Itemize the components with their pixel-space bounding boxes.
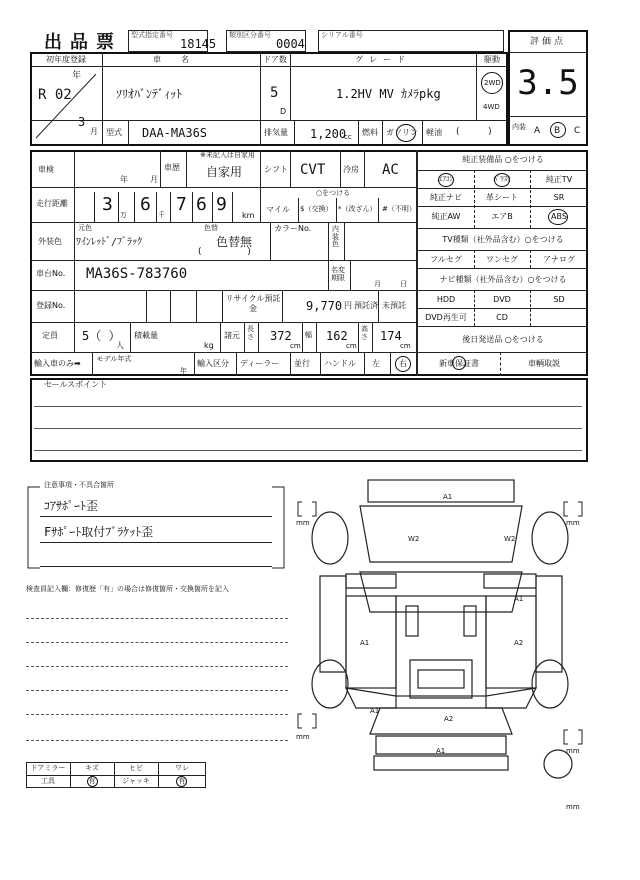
mileage-digit-3: 7	[176, 194, 187, 215]
interior-c: C	[574, 126, 581, 136]
tv-oneseg: ワンセグ	[486, 255, 518, 264]
drive-4wd: 4WD	[483, 103, 500, 111]
interior-label: 内装	[512, 123, 526, 131]
category-value: 0004	[276, 37, 305, 51]
import-label: 輸入車のみ➡	[34, 359, 81, 368]
width-label: 幅	[305, 331, 312, 339]
vin-value: MA36S-783760	[86, 266, 188, 282]
recycle-label: リサイクル預託金	[225, 294, 281, 313]
mileage-digit-5: 9	[216, 194, 227, 215]
type-number-value: 18145	[180, 37, 217, 51]
capacity-value: 5（ ）	[82, 329, 121, 343]
displacement-label: 排気量	[264, 128, 288, 137]
damage-mark-front-bumper: A1	[443, 493, 453, 501]
displacement-value: 1,200	[310, 127, 347, 141]
option-navi: 純正ナビ	[430, 193, 462, 202]
doors-value: 5	[270, 85, 279, 101]
damage-mark-rear-bumper: A1	[436, 747, 446, 755]
legend-break: ワレ	[175, 764, 189, 772]
model-value: DAA-MA36S	[142, 126, 208, 140]
history-value: 自家用	[206, 165, 243, 179]
model-year-label: モデル年式	[96, 355, 132, 363]
note-line-1: ｺｱｻﾎﾟｰﾄ歪	[44, 499, 99, 513]
navi-cd: CD	[496, 313, 508, 322]
mm-label-spare: mm	[566, 803, 580, 811]
note-line-2: Fｻﾎﾟｰﾄ取付ﾌﾞﾗｹｯﾄ歪	[44, 525, 154, 539]
tv-analog: アナログ	[543, 255, 575, 264]
name-label: 車名	[153, 55, 209, 64]
interior-b: B	[554, 126, 561, 136]
shift-value: CVT	[300, 162, 326, 178]
history-label: 車歴	[164, 163, 180, 172]
vehicle-name: ｿﾘｵﾊﾞﾝﾃﾞｨｯﾄ	[116, 87, 183, 101]
model-label: 型式	[106, 128, 122, 137]
legend-jack: ジャッキ	[122, 777, 150, 785]
handle-label: ハンドル	[324, 359, 356, 368]
right-option: 右	[399, 359, 407, 368]
first-reg-year: R 02	[38, 87, 72, 103]
altered-option: *（改ざん）	[338, 205, 377, 213]
first-reg-month: 3	[78, 115, 86, 129]
serial-label: シリアル番号	[321, 31, 363, 39]
ac-value: AC	[382, 162, 399, 178]
damage-mark-right-door: A1	[514, 595, 524, 603]
damage-mark-fender-right: W2	[504, 535, 516, 543]
navi-sd: SD	[553, 295, 565, 304]
height-value: 174	[380, 329, 402, 343]
capacity-label: 定員	[42, 331, 58, 340]
rating-label: 評価点	[529, 37, 566, 47]
tv-fullseg: フルセグ	[430, 255, 462, 264]
mm-label-front-left: mm	[296, 519, 310, 527]
tv-title: TV種類（社外品含む）○をつける	[442, 235, 564, 244]
color-no-label: カラーNo.	[274, 224, 312, 233]
genuine-title: 純正装備品 ○をつける	[462, 155, 544, 164]
legend-scratch: キズ	[85, 764, 99, 772]
grade-label: グレード	[355, 55, 411, 64]
width-value: 162	[326, 329, 348, 343]
option-powersteer: ﾊﾟﾜｽﾃ	[493, 175, 511, 183]
mm-label-rear-right: mm	[566, 747, 580, 755]
rating-value: 3.5	[517, 63, 579, 103]
mileage-digit-1: 3	[102, 194, 113, 215]
exchange-option: $（交換）	[300, 205, 333, 213]
legend-mirror: ドアミラー	[30, 764, 66, 772]
navi-dvd-play: DVD再生可	[425, 313, 467, 322]
form-title: 出品票	[44, 32, 122, 53]
deposited-option: 預託済	[354, 301, 378, 310]
right-circle	[395, 356, 411, 372]
inspection-label: 車検	[38, 165, 54, 174]
later-manual: 車輌取説	[528, 359, 560, 368]
fuel-label: 燃料	[362, 128, 378, 137]
navi-dvd: DVD	[493, 295, 511, 304]
damage-mark-right-rear: A2	[514, 639, 524, 647]
legend-jack-yes: 有	[178, 777, 186, 785]
shift-label: シフト	[264, 165, 288, 174]
option-abs: ABS	[551, 212, 567, 221]
type-number-label: 型式指定番号	[131, 31, 173, 39]
reg-label: 登録No.	[36, 301, 66, 310]
category-label: 類別区分番号	[229, 31, 271, 39]
option-sr: SR	[553, 193, 565, 202]
later-warranty: 新車保証書	[439, 359, 479, 368]
mm-label-front-right: mm	[566, 519, 580, 527]
mileage-digit-4: 6	[196, 194, 207, 215]
interior-color-label: 内装色	[332, 225, 339, 249]
rename-label: 名変期限	[331, 266, 345, 283]
ac-label: 冷房	[343, 165, 359, 174]
height-label: 高さ	[361, 325, 368, 341]
fuel-gasoline: ガソリン	[386, 128, 418, 137]
damage-mark-left-door: A1	[360, 639, 370, 647]
interior-a: A	[534, 126, 541, 136]
doors-label: ドア数	[263, 55, 287, 64]
mm-label-rear-left: mm	[296, 733, 310, 741]
legend-tools-yes: 有	[88, 777, 96, 785]
navi-hdd: HDD	[436, 295, 456, 304]
drive-label: 駆動	[484, 55, 500, 64]
drive-2wd: 2WD	[484, 79, 501, 87]
mileage-digit-2: 6	[140, 194, 151, 215]
dealer-option: ディーラー	[240, 359, 280, 368]
mile-option: マイル	[266, 205, 290, 214]
length-value: 372	[270, 329, 292, 343]
inspector-label: 検査員記入欄：修復歴「有」の場合は修復箇所・交換箇所を記入	[26, 585, 229, 593]
interior-b-circle	[550, 122, 566, 138]
option-leather: 革シート	[486, 193, 518, 202]
vin-label: 車台No.	[36, 269, 66, 278]
color-label: 外装色	[38, 237, 62, 246]
damage-mark-left-rear: A1	[370, 707, 380, 715]
color-value: ﾜｲﾝﾚｯﾄﾞ/ﾌﾞﾗｯｸ	[76, 237, 143, 248]
car-damage-diagram	[290, 476, 590, 816]
grade-value: 1.2HV MV ｶﾒﾗpkg	[336, 87, 441, 101]
unknown-option: #（不明）	[382, 205, 416, 213]
option-tv: 純正TV	[545, 175, 573, 184]
mileage-label: 走行距離	[36, 199, 68, 208]
length-label: 長さ	[247, 325, 254, 341]
left-option: 左	[372, 359, 380, 368]
not-deposited-option: 未預託	[382, 301, 406, 310]
legend-crack: ヒビ	[129, 764, 143, 772]
damage-mark-hood-left: W2	[408, 535, 420, 543]
recycle-value: 9,770	[306, 299, 343, 313]
navi-title: ナビ種類（社外品含む）○をつける	[439, 275, 567, 284]
parallel-option: 並行	[294, 359, 310, 368]
dim-label: 諸元	[224, 331, 240, 340]
option-airbag: エアB	[491, 212, 513, 221]
fuel-diesel: 軽油	[426, 128, 442, 137]
later-title: 後日発送品 ○をつける	[462, 335, 544, 344]
first-reg-label: 初年度登録	[46, 55, 86, 64]
load-label: 積載量	[134, 331, 158, 340]
option-aw: 純正AW	[431, 212, 461, 221]
option-aircon: ｴｱｺﾝ	[439, 175, 453, 183]
damage-mark-rear-hatch: A2	[444, 715, 454, 723]
paint-value: 色替無	[216, 235, 253, 249]
legend-tools: 工具	[41, 777, 55, 785]
fuel-circle	[396, 124, 416, 142]
sales-point-label: セールスポイント	[44, 380, 108, 389]
import-type-label: 輸入区分	[197, 359, 229, 368]
notes-title: 注意事項・不具合箇所	[44, 481, 114, 489]
